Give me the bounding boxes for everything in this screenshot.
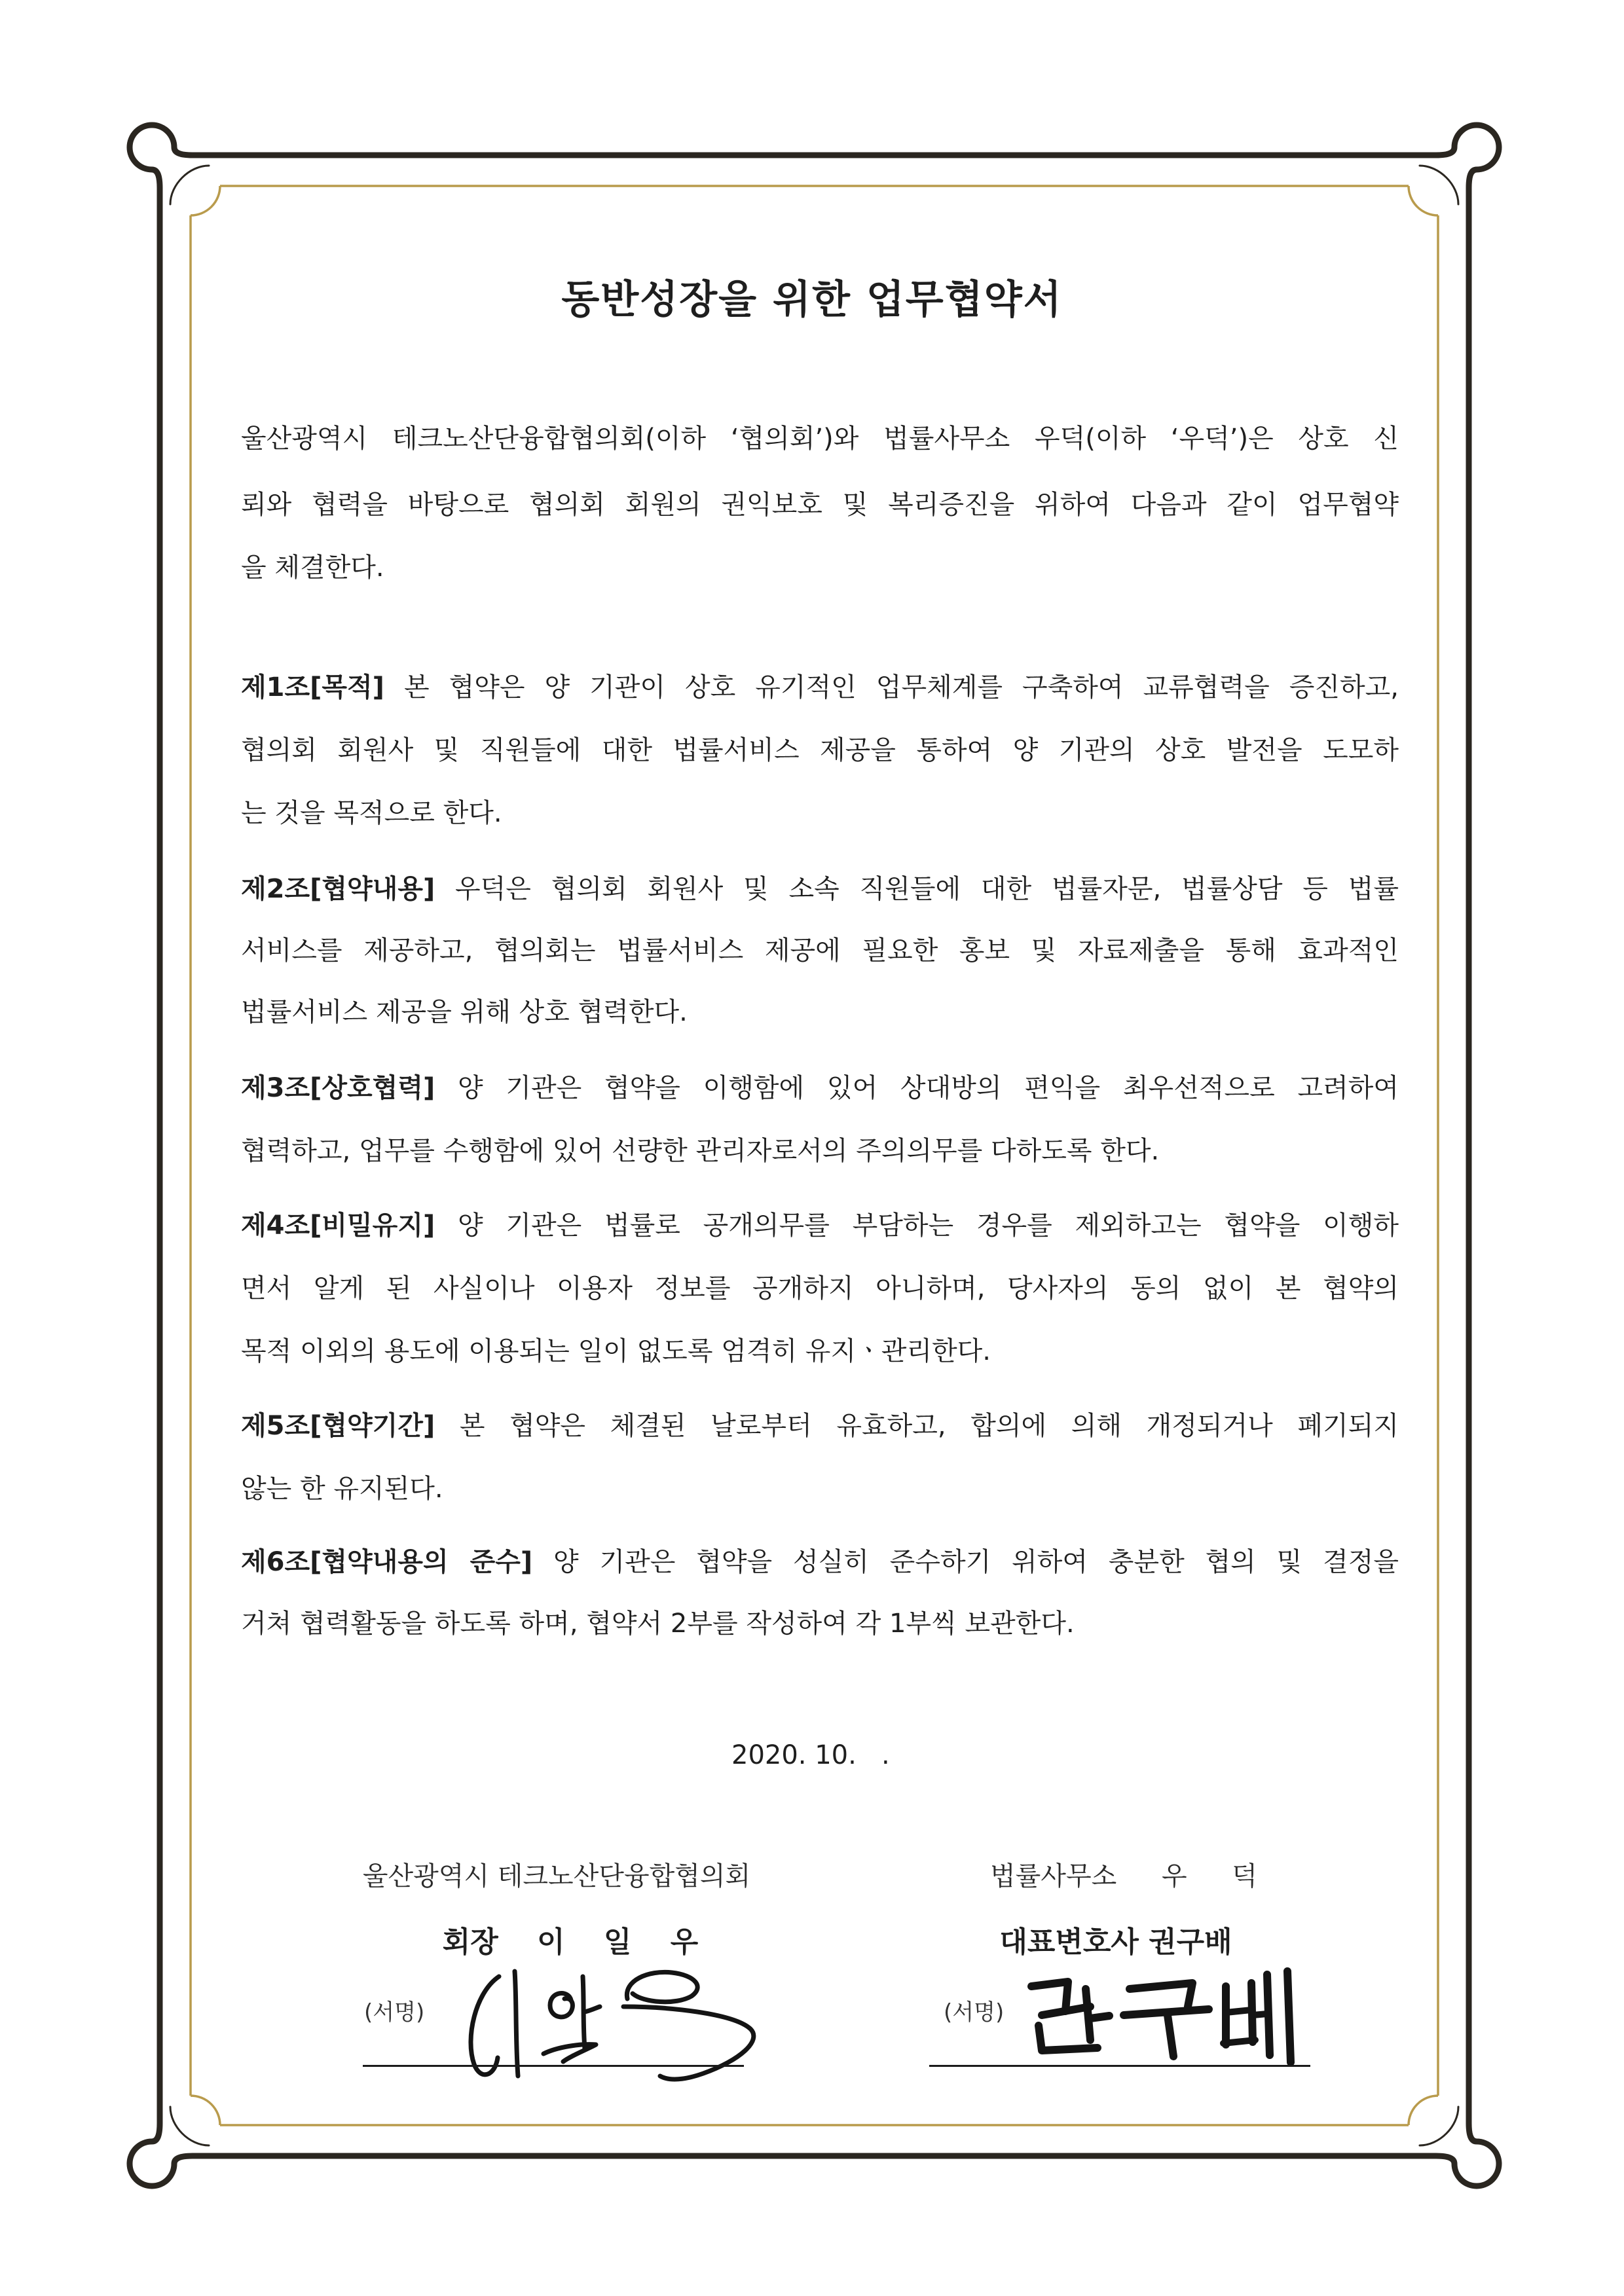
intro-line: 뢰와 협력을 바탕으로 협의회 회원의 권익보호 및 복리증진을 위하여 다음과 같이 업무협약: [241, 490, 1399, 520]
signature-stroke: [1130, 1983, 1192, 2007]
article-1-line: 협의회 회원사 및 직원들에 대한 법률서비스 제공을 통하여 양 기관의 상호 발전을 도모하: [241, 735, 1399, 765]
party-left-signature-line: [363, 2065, 744, 2067]
article-3-text: 양 기관은 협약을 이행함에 있어 상대방의 편익을 최우선적으로 고려하여: [457, 1073, 1399, 1103]
corner-curl: [1420, 166, 1458, 204]
party-right-signature-line: [929, 2065, 1310, 2067]
frame-corner-bottom-right: [1384, 2071, 1499, 2186]
article-4-line: [241, 1206, 1399, 1245]
party-right-signature-label: (서명): [944, 1999, 1005, 2026]
corner-loop: [1384, 2071, 1499, 2186]
signature-stroke: [471, 1977, 499, 2075]
signature-stroke: [1168, 2015, 1173, 2056]
signature-stroke: [1223, 2040, 1255, 2043]
corner-curl: [1420, 2107, 1458, 2145]
corner-inner-arc: [191, 186, 220, 215]
corner-loop: [130, 125, 245, 240]
corner-curl: [170, 166, 209, 204]
signature-stroke: [1226, 2010, 1251, 2013]
signature-stroke: [583, 1977, 600, 2049]
party-right-signature: [1017, 1963, 1305, 2074]
document-title: 동반성장을 위한 업무협약서: [561, 277, 1063, 323]
article-4-label: 제4조[비밀유지]: [241, 1211, 435, 1241]
intro-line: 울산광역시 테크노산단융합협의회(이하 ‘협의회’)와 법률사무소 우덕(이하 ‘우덕’)은 상호 신: [241, 424, 1399, 454]
article-5-line: 않는 한 유지된다.: [241, 1474, 443, 1504]
agreement-date: 2020. 10. .: [731, 1740, 890, 1770]
article-4-line: 면서 알게 된 사실이나 이용자 정보를 공개하지 아니하며, 당사자의 동의 없이 본 협약의: [241, 1273, 1399, 1303]
article-2-line: [241, 869, 1399, 909]
frame-corner-bottom-left: [130, 2071, 245, 2186]
frame-corner-top-left: [130, 125, 245, 240]
signature-stroke: [1042, 2007, 1090, 2015]
article-2-text: 우덕은 협의회 회원사 및 소속 직원들에 대한 법률자문, 법률상담 등 법률: [455, 874, 1399, 904]
intro-line: 을 체결한다.: [241, 553, 384, 583]
article-1-text: 본 협약은 양 기관이 상호 유기적인 업무체계를 구축하여 교류협력을 증진하고,: [403, 672, 1399, 702]
article-1-line: 는 것을 목적으로 한다.: [241, 798, 502, 828]
corner-curl: [170, 2107, 209, 2145]
signature-stroke: [623, 2007, 754, 2079]
signature-stroke: [515, 1971, 518, 2076]
article-1-line: [241, 668, 1399, 707]
signature-stroke: [1090, 2016, 1109, 2018]
party-right-organization: 법률사무소 우 덕: [990, 1861, 1257, 1891]
article-5-line: [241, 1406, 1399, 1446]
signature-stroke: [1031, 1982, 1068, 2011]
article-6-label: 제6조[협약내용의 준수]: [241, 1547, 533, 1577]
article-2-line: 서비스를 제공하고, 협의회는 법률서비스 제공에 필요한 홍보 및 자료제출을 통해 효과적인: [241, 936, 1399, 966]
signature-stroke: [627, 1972, 697, 2001]
signature-stroke: [544, 2045, 596, 2062]
corner-inner-arc: [1409, 186, 1438, 215]
corner-inner-arc: [1409, 2096, 1438, 2125]
article-4-text: 양 기관은 법률로 공개의무를 부담하는 경우를 제외하고는 협약을 이행하: [457, 1211, 1399, 1241]
signature-stroke: [1086, 1989, 1090, 2040]
article-1-label: 제1조[목적]: [241, 672, 384, 702]
party-left-organization: 울산광역시 테크노산단융합협의회: [362, 1861, 751, 1891]
corner-loop: [1384, 125, 1499, 240]
article-4-line: 목적 이외의 용도에 이용되는 일이 없도록 엄격히 유지ㆍ관리한다.: [241, 1336, 991, 1366]
frame-corner-top-right: [1384, 125, 1499, 240]
article-3-line: [241, 1068, 1399, 1108]
article-6-line: [241, 1542, 1399, 1582]
article-2-label: 제2조[협약내용]: [241, 874, 435, 904]
signature-stroke: [1287, 1971, 1291, 2062]
article-6-line: 거쳐 협력활동을 하도록 하며, 협약서 2부를 작성하여 각 1부씩 보관한다.: [241, 1609, 1075, 1639]
article-2-line: 법률서비스 제공을 위해 상호 협력한다.: [241, 997, 688, 1027]
party-left-signature-label: (서명): [364, 1999, 425, 2026]
article-3-line: 협력하고, 업무를 수행함에 있어 선량한 관리자로서의 주의의무를 다하도록 한다.: [241, 1136, 1160, 1166]
signature-stroke: [1267, 1975, 1270, 2055]
article-5-text: 본 협약은 체결된 날로부터 유효하고, 합의에 의해 개정되거나 폐기되지: [459, 1411, 1399, 1441]
party-right-representative: 대표변호사 권구배: [999, 1925, 1232, 1959]
article-3-label: 제3조[상호협력]: [241, 1073, 435, 1103]
article-5-label: 제5조[협약기간]: [241, 1411, 435, 1441]
signature-stroke: [550, 1994, 572, 2017]
corner-loop: [130, 2071, 245, 2186]
corner-inner-arc: [191, 2096, 220, 2125]
article-6-text: 양 기관은 협약을 성실히 준수하기 위하여 충분한 협의 및 결정을: [553, 1547, 1399, 1577]
party-left-signature: [452, 1961, 766, 2092]
party-left-representative: 회장 이 일 우: [442, 1925, 699, 1959]
